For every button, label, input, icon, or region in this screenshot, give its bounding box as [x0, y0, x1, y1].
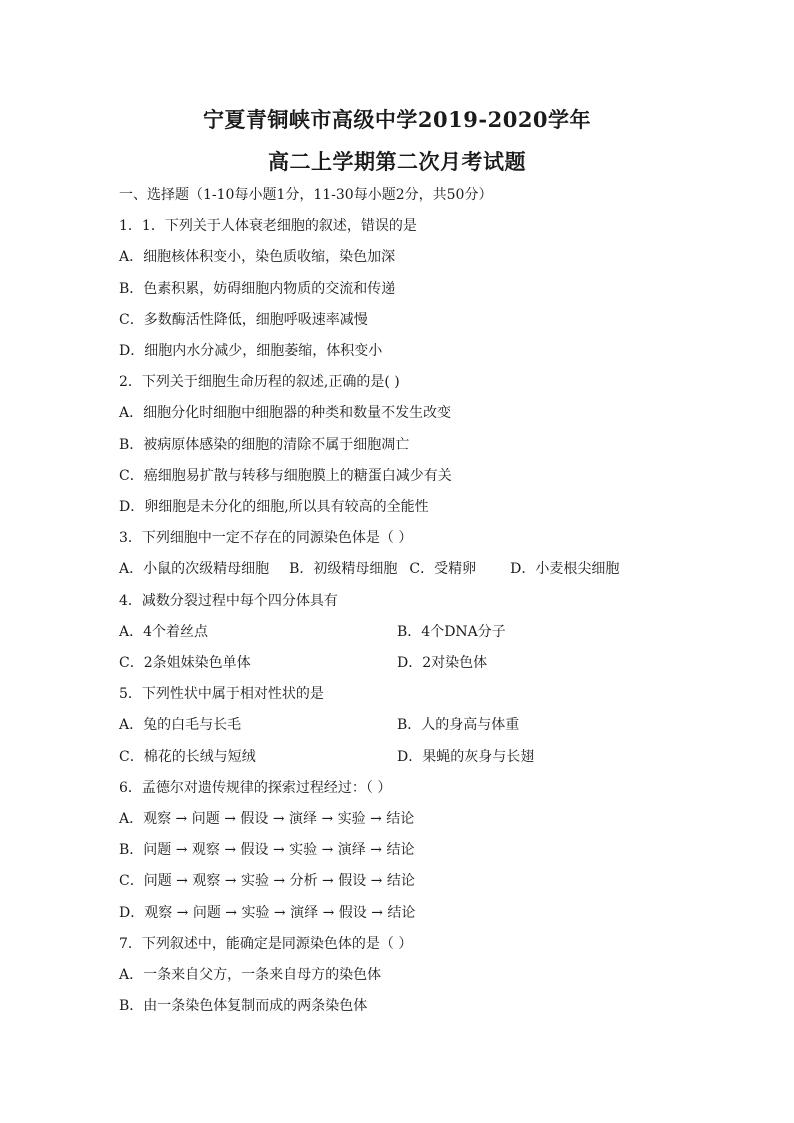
- question-5-option-d: D．果蝇的灰身与长翅: [397, 749, 535, 765]
- question-1-option-c: C．多数酶活性降低，细胞呼吸速率减慢: [119, 312, 368, 328]
- section-heading: 一、选择题（1-10每小题1分，11-30每小题2分，共50分）: [119, 187, 493, 203]
- exam-title-school: 宁夏青铜峡市高级中学2019-2020学年: [202, 107, 592, 132]
- question-3-option-d: D．小麦根尖细胞: [510, 561, 620, 577]
- question-4-option-b: B．4个DNA分子: [397, 624, 506, 640]
- question-2-stem: 2．下列关于细胞生命历程的叙述,正确的是( ): [119, 374, 400, 390]
- question-4-option-d: D．2对染色体: [397, 655, 488, 671]
- question-4-stem: 4．减数分裂过程中每个四分体具有: [119, 593, 338, 609]
- question-4-option-c: C．2条姐妹染色单体: [119, 655, 251, 671]
- question-2-option-c: C．癌细胞易扩散与转移与细胞膜上的糖蛋白减少有关: [119, 468, 452, 484]
- question-5-option-b: B．人的身高与体重: [397, 717, 520, 733]
- question-6-stem: 6．孟德尔对遗传规律的探索过程经过：（ ）: [119, 780, 392, 796]
- question-7-option-b: B．由一条染色体复制而成的两条染色体: [119, 998, 368, 1014]
- question-4-option-a: A．4个着丝点: [119, 624, 209, 640]
- question-2-option-d: D．卵细胞是未分化的细胞,所以具有较高的全能性: [119, 499, 429, 515]
- question-7-option-a: A．一条来自父方，一条来自母方的染色体: [119, 967, 382, 983]
- question-5-option-c: C．棉花的长绒与短绒: [119, 749, 256, 765]
- question-2-option-b: B．被病原体感染的细胞的清除不属于细胞凋亡: [119, 437, 410, 453]
- question-3-option-b: B．初级精母细胞: [289, 561, 398, 577]
- question-1-option-a: A．细胞核体积变小，染色质收缩，染色加深: [119, 249, 396, 265]
- question-3-options-row: [119, 560, 619, 578]
- question-7-stem: 7．下列叙述中，能确定是同源染色体的是（ ）: [119, 936, 413, 952]
- question-5-option-a: A．兔的白毛与长毛: [119, 717, 242, 733]
- question-2-option-a: A．细胞分化时细胞中细胞器的种类和数量不发生改变: [119, 405, 452, 421]
- question-3-option-c: C．受精卵: [409, 561, 477, 577]
- question-5-stem: 5．下列性状中属于相对性状的是: [119, 686, 324, 702]
- question-1-option-b: B．色素积累，妨碍细胞内物质的交流和传递: [119, 281, 396, 297]
- question-6-option-c: C．问题 → 观察 → 实验 → 分析 → 假设 → 结论: [119, 873, 415, 889]
- question-1-stem: 1．1．下列关于人体衰老细胞的叙述，错误的是: [119, 218, 417, 234]
- question-6-option-d: D．观察 → 问题 → 实验 → 演绎 → 假设 → 结论: [119, 905, 416, 921]
- question-6-option-b: B．问题 → 观察 → 假设 → 实验 → 演绎 → 结论: [119, 842, 415, 858]
- question-6-option-a: A．观察 → 问题 → 假设 → 演绎 → 实验 → 结论: [119, 811, 415, 827]
- question-3-option-a: A．小鼠的次级精母细胞: [119, 561, 270, 577]
- question-3-stem: 3．下列细胞中一定不存在的同源染色体是（ ）: [119, 530, 413, 546]
- exam-title-name: 高二上学期第二次月考试题: [268, 149, 526, 174]
- question-1-option-d: D．细胞内水分减少，细胞萎缩，体积变小: [119, 343, 383, 359]
